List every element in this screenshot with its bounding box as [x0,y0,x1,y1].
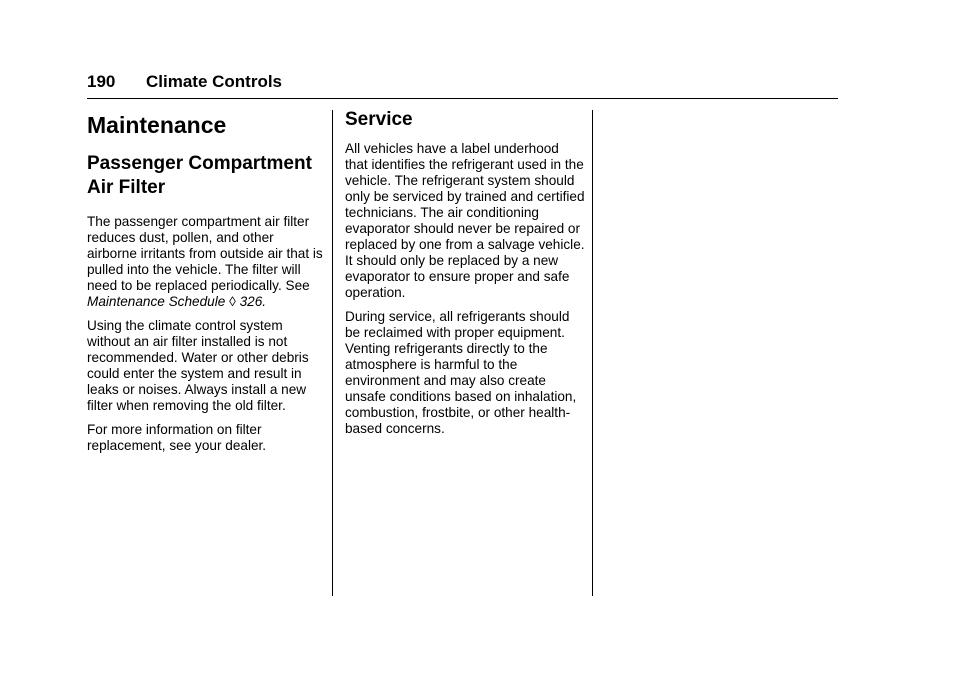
column-divider-left [332,110,333,596]
air-filter-paragraph-3: For more information on filter replacement, see your dealer. [87,422,267,453]
air-filter-paragraph-2: Using the climate control system without an air filter installed is not recommended. Water or other debris could enter the system and result in leaks or noises. Always install a new filter when removing the old filter. [87,318,309,413]
air-filter-paragraph-1 [87,214,327,310]
air-filter-paragraph-1-text: The passenger compartment air filter reduces dust, pollen, and other airborne irritants from outside air that is pulled into the vehicle. The filter will need to be replaced periodically. See [87,214,323,293]
page-reference-icon: ◊ [229,294,236,309]
page-number: 190 [87,72,116,91]
service-paragraph-1a: All vehicles have a label underhood that identifies the refrigerant used in the vehicle. The refrigerant system should only be serviced by trained and certified technicians. The air conditioning evaporator should never be repaired or replaced by one from a salvage vehicle. [345,141,585,252]
right-column [345,108,585,437]
paragraph-1-end: . [262,294,267,309]
maintenance-schedule-link[interactable]: Maintenance Schedule [87,294,226,309]
maintenance-heading: Maintenance [87,112,227,138]
page-header [87,72,838,99]
air-filter-heading: Passenger Compartment Air Filter [87,153,312,198]
service-paragraph-1b: It should only be replaced by a new evaporator to ensure proper and safe operation. [345,253,570,300]
page-reference-number[interactable]: 326 [239,294,263,309]
service-heading: Service [345,109,413,130]
section-title: Climate Controls [146,72,283,91]
service-paragraph-2: During service, all refrigerants should be reclaimed with proper equipment. Venting refrigerants directly to the atmosphere is harmful to the environment and may also create unsafe conditions based on inhalation, combustion, frostbite, or other health-based concerns. [345,309,577,436]
column-divider-right [592,110,593,596]
left-column [87,108,327,454]
